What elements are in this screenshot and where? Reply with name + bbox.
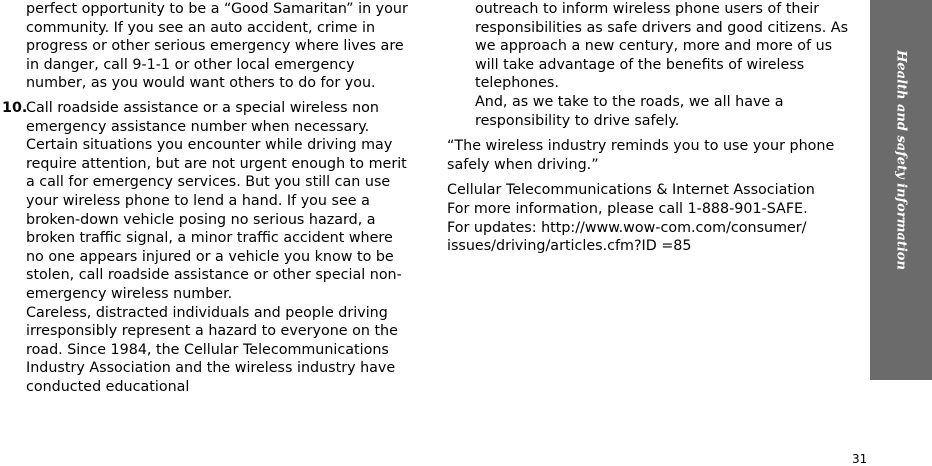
industry-quote: “The wireless industry reminds you to use your phone safely when driving.” [447, 138, 835, 173]
continued-paragraph: perfect opportunity to be a “Good Samaritan” in your community. If you see an auto accident, crime in progress or other serious emergency where lives are in danger, call 9-1-1 or other local emergency number, as you would want others to do for you. [26, 1, 408, 92]
list-item-10 [2, 99, 408, 397]
association-url-line2: issues/driving/articles.cfm?ID =85 [447, 238, 692, 255]
list-item-text: Call roadside assistance or a special wireless non emergency assistance number when necessary. Certain situations you encounter while driving may require attention, but are not urgent enough to merit a call for emergency services. But you still can use your wireless phone to lend a hand. If you see a broken-down vehicle posing no serious hazard, a broken traffic signal, a minor traffic accident where no one appears injured or a vehicle you know to be stolen, call roadside assistance or other special non-emergency wireless number. [26, 99, 407, 302]
association-block [447, 181, 859, 255]
right-column [447, 0, 859, 256]
roads-text: And, as we take to the roads, we all have a responsibility to drive safely. [475, 93, 784, 129]
side-tab-label: Health and safety information [893, 50, 909, 270]
outreach-text: outreach to inform wireless phone users of their responsibilities as safe drivers and good citizens. As we approach a new century, more and more of us will take advantage of the benefits of wireless telephones. [475, 1, 849, 92]
page-number: 31 [852, 452, 868, 466]
continued-paragraph-right [447, 0, 859, 130]
careless-paragraph: Careless, distracted individuals and people driving irresponsibly represent a hazard to everyone on the road. Since 1984, the Cellular Telecommunications Industry Association and the wireless industry have conducted educational [26, 304, 398, 395]
section-side-tab [870, 0, 932, 380]
left-column [2, 0, 408, 396]
list-item-number: 10. [2, 99, 28, 116]
association-url-line1: For updates: http://www.wow-com.com/consumer/ [447, 219, 807, 236]
association-phone: For more information, please call 1-888-901-SAFE. [447, 200, 808, 217]
association-name: Cellular Telecommunications & Internet Association [447, 182, 815, 199]
